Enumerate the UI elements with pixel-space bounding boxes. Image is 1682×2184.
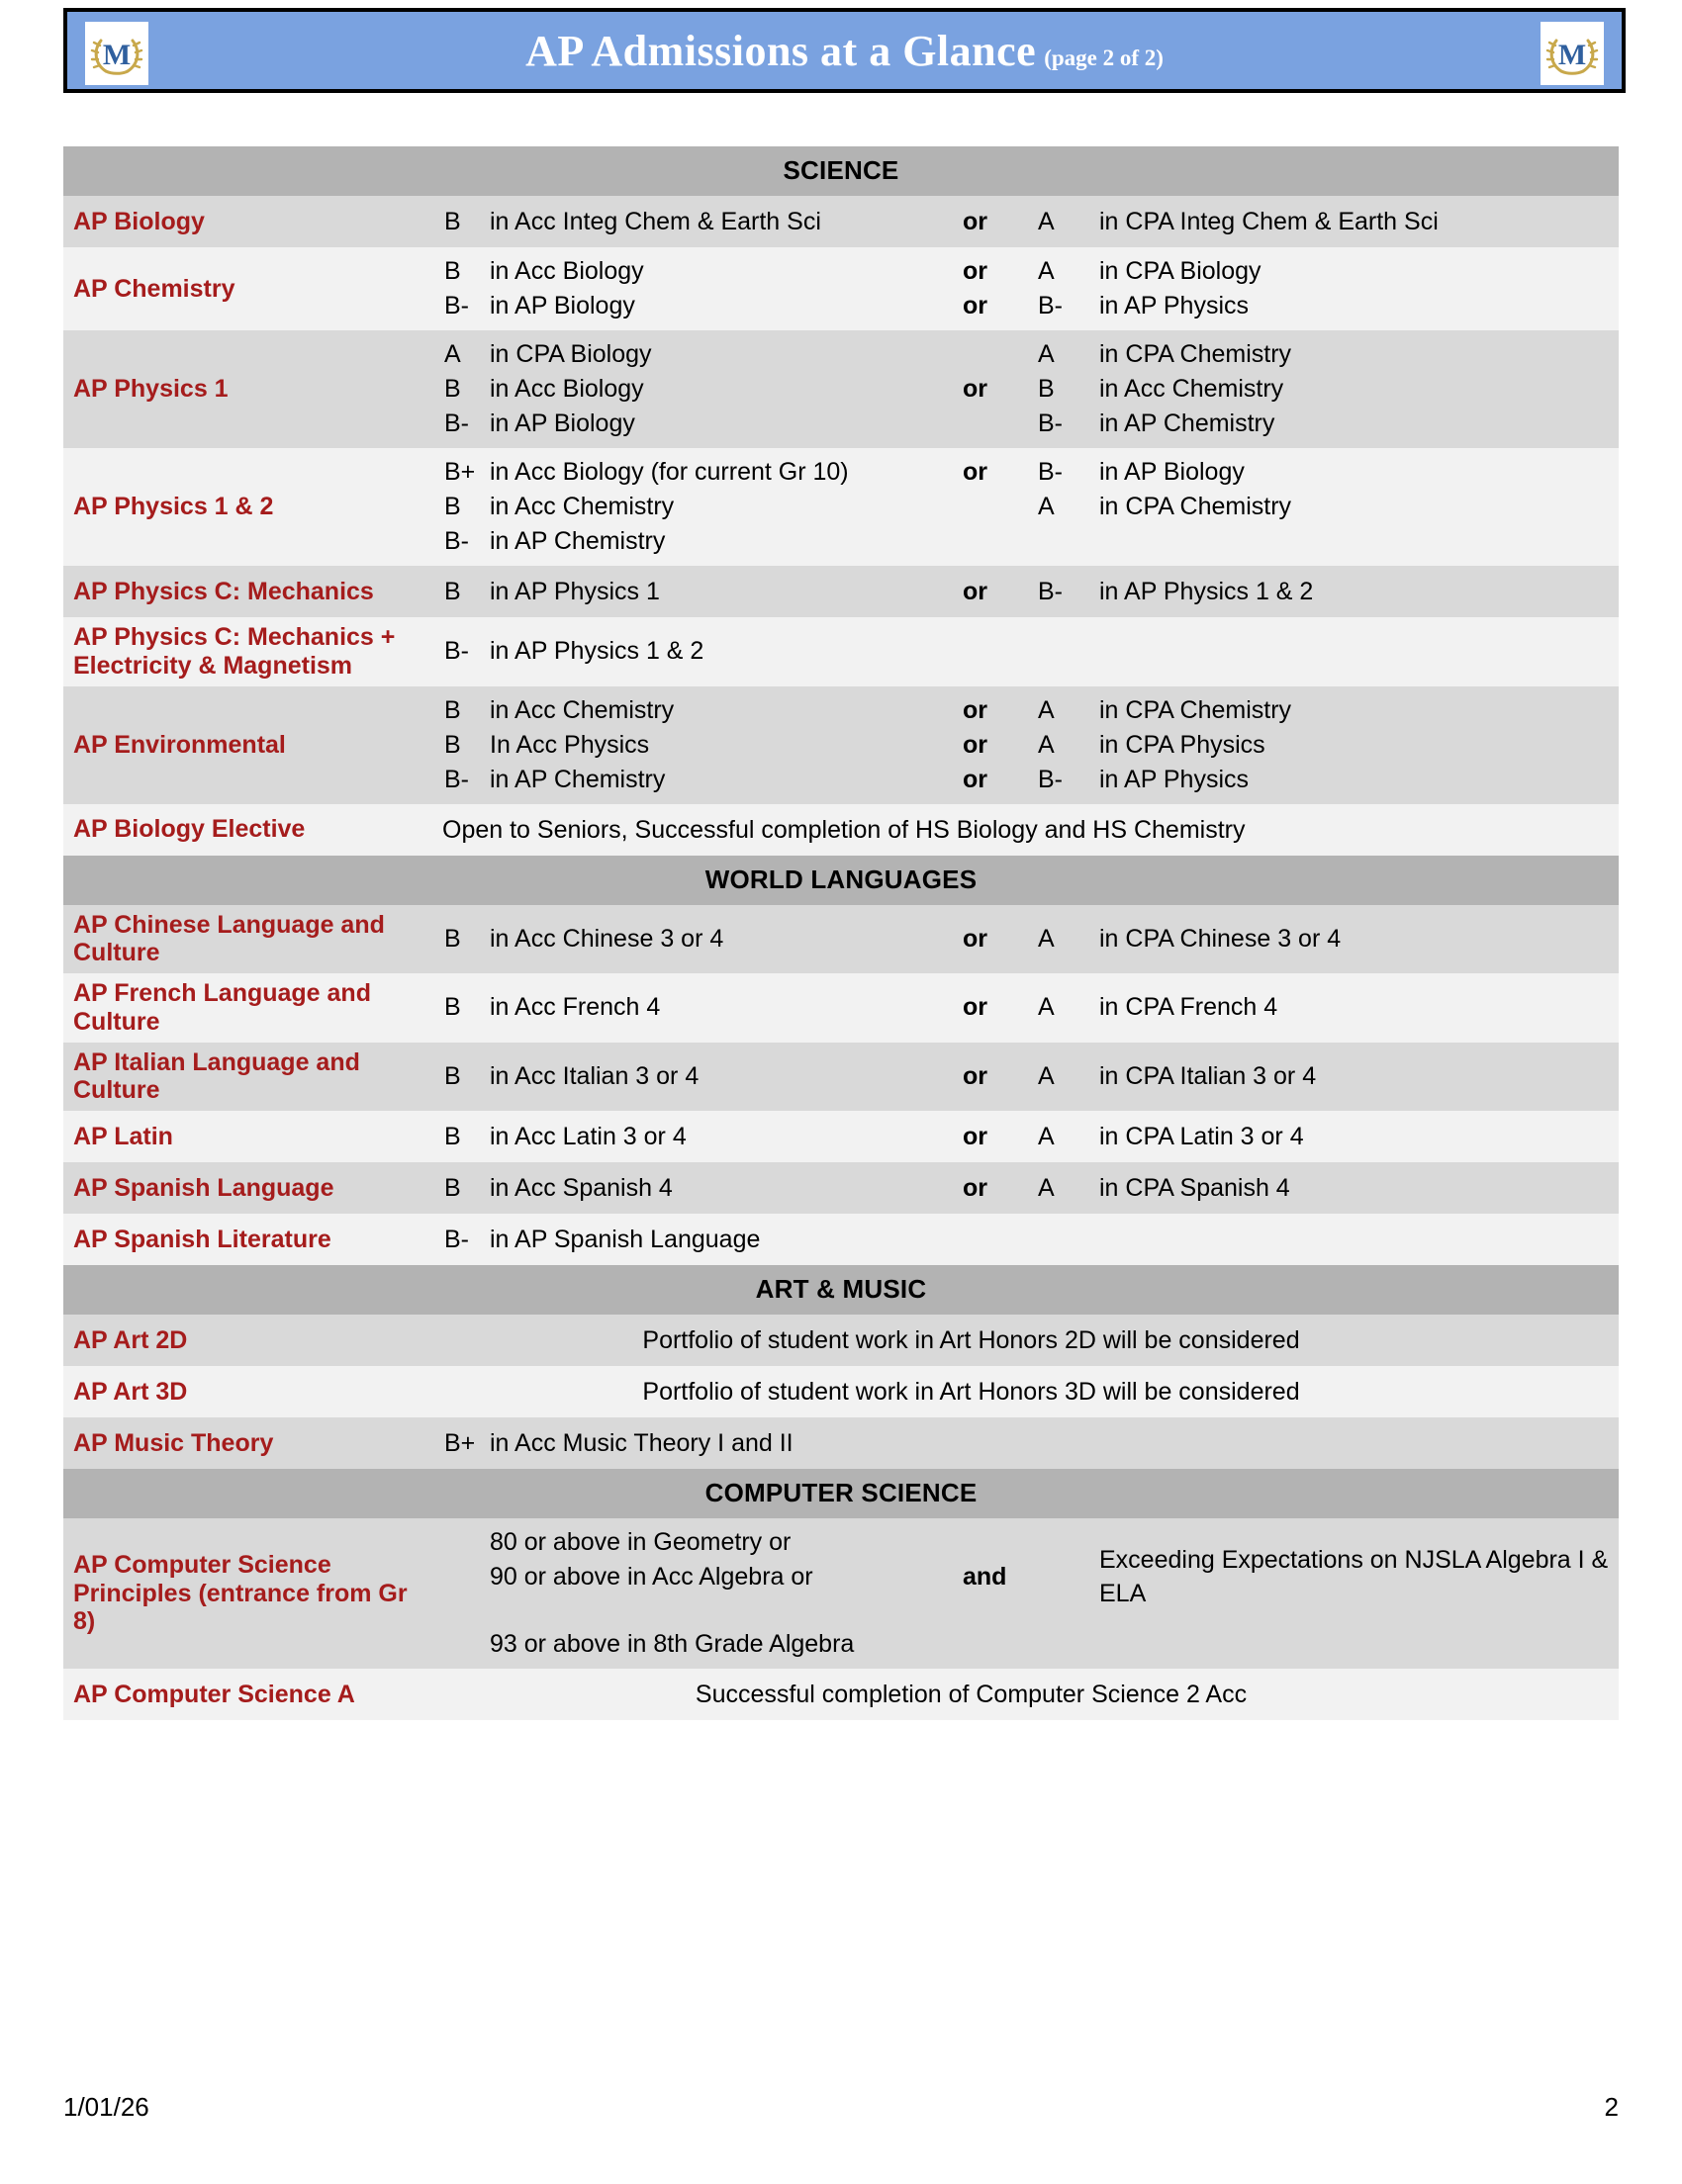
table-row: [63, 196, 1619, 247]
course-requirement-note: Open to Seniors, Successful completion of HS Biology and HS Chemistry: [442, 815, 1246, 844]
requirement-line: [442, 205, 1619, 239]
grade-right: A: [1038, 730, 1055, 759]
requirement-lines: [442, 627, 1619, 676]
grade-left: B-: [444, 637, 469, 666]
conjunction: or: [963, 1173, 987, 1202]
course-requirement-note: Successful completion of Computer Science 2 Acc: [695, 1681, 1248, 1708]
conjunction: or: [963, 207, 987, 235]
course-right: in CPA Italian 3 or 4: [1099, 1061, 1317, 1090]
table-row: [63, 1315, 1619, 1366]
requirement-line: [442, 254, 1619, 289]
grade-right: A: [1038, 257, 1055, 285]
grade-left: B: [444, 375, 461, 403]
course-name: AP Art 3D: [73, 1377, 188, 1406]
requirement-lines: [442, 1518, 1619, 1669]
conjunction: or: [963, 765, 987, 793]
grade-left: B-: [444, 765, 469, 793]
course-left: in Acc Latin 3 or 4: [490, 1122, 687, 1150]
course-right: in CPA Latin 3 or 4: [1099, 1122, 1304, 1150]
course-right: in AP Physics: [1099, 765, 1250, 793]
table-row: [63, 1043, 1619, 1112]
course-name: AP Biology Elective: [73, 815, 306, 844]
table-row: [63, 1417, 1619, 1469]
requirement-line: [442, 728, 1619, 763]
course-left: in Acc Chemistry: [490, 695, 675, 724]
course-left: in AP Chemistry: [490, 765, 666, 793]
grade-left: B: [444, 207, 461, 235]
course-left: 80 or above in Geometry or: [490, 1528, 792, 1556]
course-name: AP Italian Language and Culture: [73, 1047, 360, 1105]
requirement-lines: [442, 1164, 1619, 1213]
table-row: [63, 247, 1619, 330]
requirement-line: [442, 693, 1619, 728]
course-right: in AP Chemistry: [1099, 410, 1275, 437]
requirement-line: [442, 1426, 1619, 1461]
grade-left: B-: [444, 292, 469, 319]
requirement-lines: [442, 568, 1619, 616]
grade-right: A: [1038, 1173, 1055, 1202]
page-footer: [63, 2092, 1619, 2123]
table-row: [63, 1518, 1619, 1669]
course-left: 90 or above in Acc Algebra or: [490, 1563, 813, 1591]
grade-left: B: [444, 577, 461, 605]
course-right: in Acc Chemistry: [1099, 375, 1284, 403]
course-name: AP Spanish Language: [73, 1173, 334, 1202]
grade-left: B: [444, 257, 461, 285]
course-left: in Acc Spanish 4: [490, 1173, 673, 1202]
course-name: AP Physics C: Mechanics + Electricity & Magnetism: [73, 623, 396, 680]
table-row: [63, 1214, 1619, 1265]
requirement-line: [442, 337, 1619, 372]
course-left: in AP Chemistry: [490, 527, 666, 555]
table-row: [63, 804, 1619, 856]
course-right: in CPA French 4: [1099, 993, 1278, 1022]
grade-right: B: [1038, 375, 1055, 403]
course-right: in CPA Physics: [1099, 730, 1265, 759]
grade-left: B: [444, 993, 461, 1022]
course-name: AP Physics 1: [73, 375, 229, 404]
grade-left: B+: [444, 458, 476, 486]
course-left: In Acc Physics: [490, 730, 650, 759]
table-row: [63, 448, 1619, 566]
requirement-line: [442, 524, 1619, 559]
requirement-line: [442, 1546, 1619, 1627]
grade-right: A: [1038, 695, 1055, 724]
requirement-line: [442, 990, 1619, 1025]
footer-date: 1/01/26: [63, 2092, 149, 2122]
conjunction: or: [963, 292, 987, 319]
course-left: in Acc Italian 3 or 4: [490, 1061, 700, 1090]
course-left: in Acc Chinese 3 or 4: [490, 924, 724, 953]
grade-left: B-: [444, 527, 469, 555]
course-right: in CPA Chemistry: [1099, 493, 1292, 520]
grade-right: A: [1038, 493, 1055, 520]
course-left: in AP Biology: [490, 292, 635, 319]
course-name: AP Physics 1 & 2: [73, 493, 274, 521]
grade-left: B-: [444, 410, 469, 437]
requirement-line: [442, 575, 1619, 609]
course-name: AP Chinese Language and Culture: [73, 910, 385, 967]
table-row: [63, 1162, 1619, 1214]
grade-left: B+: [444, 1428, 476, 1457]
course-name: AP Biology: [73, 207, 205, 235]
requirement-lines: [442, 1052, 1619, 1101]
table-row: [63, 973, 1619, 1043]
course-left: in Acc French 4: [490, 993, 661, 1022]
grade-right: A: [1038, 924, 1055, 953]
course-name: AP Art 2D: [73, 1325, 188, 1354]
requirement-line: [442, 1120, 1619, 1154]
grade-left: B: [444, 1061, 461, 1090]
requirement-line: [442, 490, 1619, 524]
conjunction: or: [963, 1061, 987, 1090]
course-name: AP Music Theory: [73, 1428, 274, 1457]
course-left: in AP Physics 1: [490, 577, 660, 605]
requirement-lines: [442, 330, 1619, 448]
requirement-lines: [442, 1113, 1619, 1161]
table-row: [63, 905, 1619, 974]
course-left: in Acc Chemistry: [490, 493, 675, 520]
requirement-lines: [442, 1419, 1619, 1468]
conjunction: or: [963, 924, 987, 953]
ap-requirements-table: [63, 146, 1619, 1720]
grade-left: B: [444, 730, 461, 759]
requirement-lines: [442, 983, 1619, 1032]
course-name: AP Chemistry: [73, 274, 235, 303]
grade-right: B-: [1038, 577, 1063, 605]
svg-text:M: M: [1557, 39, 1587, 71]
course-right: in CPA Chinese 3 or 4: [1099, 924, 1342, 953]
table-row: [63, 1111, 1619, 1162]
course-name: AP Computer Science Principles (entrance from Gr 8): [73, 1550, 408, 1636]
requirement-lines: [442, 686, 1619, 804]
grade-left: B: [444, 1122, 461, 1150]
grade-right: B-: [1038, 410, 1063, 437]
grade-right: B-: [1038, 292, 1063, 319]
course-name: AP French Language and Culture: [73, 979, 371, 1036]
page-title: AP Admissions at a Glance: [525, 26, 1037, 75]
conjunction: or: [963, 695, 987, 724]
grade-left: B-: [444, 1225, 469, 1253]
course-right: in AP Biology: [1099, 458, 1245, 486]
course-requirement-note: Portfolio of student work in Art Honors 2D will be considered: [642, 1326, 1300, 1354]
course-left: in Acc Biology: [490, 375, 644, 403]
requirement-line: [442, 634, 1619, 669]
requirement-line: [442, 407, 1619, 441]
section-heading: ART & MUSIC: [63, 1265, 1619, 1315]
grade-left: A: [444, 340, 461, 368]
requirement-line: [442, 1627, 1619, 1662]
course-left: in AP Spanish Language: [490, 1225, 761, 1253]
course-left: in AP Biology: [490, 410, 635, 437]
course-name: AP Physics C: Mechanics: [73, 577, 374, 605]
grade-left: B: [444, 493, 461, 520]
grade-right: A: [1038, 207, 1055, 235]
conjunction: or: [963, 577, 987, 605]
course-right: in CPA Chemistry: [1099, 340, 1292, 368]
table-row: [63, 566, 1619, 617]
requirement-lines: [442, 247, 1619, 330]
requirement-line: [442, 372, 1619, 407]
course-right: in CPA Integ Chem & Earth Sci: [1099, 207, 1439, 235]
conjunction: or: [963, 375, 987, 403]
table-row: [63, 617, 1619, 686]
course-left: 93 or above in 8th Grade Algebra: [490, 1630, 855, 1658]
course-name: AP Computer Science A: [73, 1680, 355, 1708]
grade-left: B: [444, 924, 461, 953]
requirement-lines: [442, 198, 1619, 246]
conjunction: and: [963, 1563, 1007, 1591]
grade-left: B: [444, 1173, 461, 1202]
requirement-line: [442, 922, 1619, 956]
table-row: [63, 1669, 1619, 1720]
course-right: Exceeding Expectations on NJSLA Algebra I & ELA: [1099, 1546, 1609, 1607]
requirement-lines: [442, 448, 1619, 566]
course-name: AP Environmental: [73, 730, 286, 759]
course-requirement-note: Portfolio of student work in Art Honors 3D will be considered: [642, 1378, 1300, 1406]
requirement-line: [442, 1223, 1619, 1257]
grade-right: A: [1038, 993, 1055, 1022]
course-left: in Acc Biology (for current Gr 10): [490, 458, 849, 486]
requirement-lines: [442, 1216, 1619, 1264]
course-left: in CPA Biology: [490, 340, 652, 368]
grade-right: A: [1038, 1122, 1055, 1150]
grade-right: B-: [1038, 458, 1063, 486]
course-right: in CPA Spanish 4: [1099, 1173, 1290, 1202]
course-left: in Acc Integ Chem & Earth Sci: [490, 207, 821, 235]
grade-right: A: [1038, 340, 1055, 368]
course-right: in CPA Biology: [1099, 257, 1262, 285]
page-header-banner: [63, 8, 1626, 93]
school-crest-right-icon: [1541, 22, 1604, 85]
table-row: [63, 330, 1619, 448]
course-right: in AP Physics 1 & 2: [1099, 577, 1314, 605]
table-row: [63, 686, 1619, 804]
conjunction: or: [963, 257, 987, 285]
requirement-line: [442, 455, 1619, 490]
course-left: in AP Physics 1 & 2: [490, 637, 704, 666]
requirement-line: [442, 1059, 1619, 1094]
course-right: in AP Physics: [1099, 292, 1250, 319]
grade-right: B-: [1038, 765, 1063, 793]
course-name: AP Spanish Literature: [73, 1225, 331, 1253]
requirement-line: [442, 763, 1619, 797]
section-heading: COMPUTER SCIENCE: [63, 1469, 1619, 1518]
course-right: in CPA Chemistry: [1099, 695, 1292, 724]
course-left: in Acc Biology: [490, 257, 644, 285]
svg-text:M: M: [102, 39, 132, 71]
conjunction: or: [963, 458, 987, 486]
footer-page-number: 2: [1604, 2092, 1619, 2122]
conjunction: or: [963, 1122, 987, 1150]
grade-left: B: [444, 695, 461, 724]
requirement-line: [442, 1171, 1619, 1206]
course-name: AP Latin: [73, 1122, 173, 1150]
table-row: [63, 1366, 1619, 1417]
page-subtitle: (page 2 of 2): [1044, 45, 1164, 70]
section-heading: WORLD LANGUAGES: [63, 856, 1619, 905]
conjunction: or: [963, 993, 987, 1022]
requirement-line: [442, 289, 1619, 323]
course-left: in Acc Music Theory I and II: [490, 1428, 794, 1457]
grade-right: A: [1038, 1061, 1055, 1090]
school-crest-left-icon: [85, 22, 148, 85]
section-heading: SCIENCE: [63, 146, 1619, 196]
conjunction: or: [963, 730, 987, 759]
requirement-lines: [442, 915, 1619, 963]
